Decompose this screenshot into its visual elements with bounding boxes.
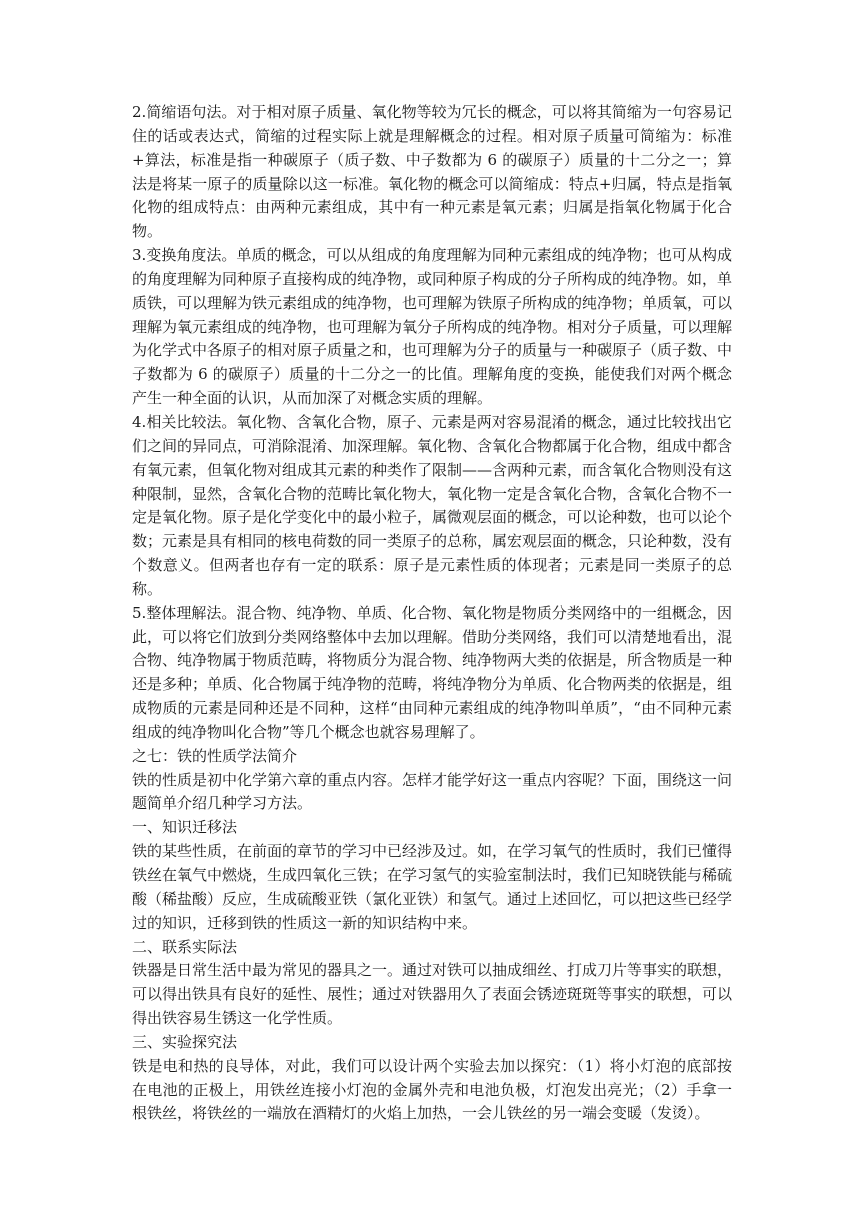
document-body (132, 101, 732, 1126)
paragraph-change-perspective-method: 3.变换角度法。单质的概念，可以从组成的角度理解为同种元素组成的纯净物；也可从构成的角度理解为同种原子直接构成的纯净物，或同种原子构成的分子所构成的纯净物。如，单质铁，可以理解为铁元素组成的纯净物，也可理解为铁原子所构成的纯净物；单质氧，可以理解为氧元素组成的纯净物，也可理解为氧分子所构成的纯净物。相对分子质量，可以理解为化学式中各原子的相对原子质量之和，也可理解为分子的质量与一种碳原子（质子数、中子数都为 6 的碳原子）质量的十二分之一的比值。理解角度的变换，能使我们对两个概念产生一种全面的认识，从而加深了对概念实质的理解。 (132, 246, 733, 408)
subheading-knowledge-transfer: 一、知识迁移法 (132, 818, 238, 837)
paragraph-practical-connection: 铁器是日常生活中最为常见的器具之一。通过对铁可以抽成细丝、打成刀片等事实的联想，可以得出铁具有良好的延性、展性；通过对铁器用久了表面会锈迹斑斑等事实的联想，可以得出铁容易生锈这一化学性质。 (132, 961, 733, 1028)
section-heading-iron-properties: 之七：铁的性质学法简介 (132, 746, 298, 765)
paragraph-experimental-inquiry: 铁是电和热的良导体，对此，我们可以设计两个实验去加以探究：（1）将小灯泡的底部按在电池的正极上，用铁丝连接小灯泡的金属外壳和电池负极，灯泡发出亮光；（2）手拿一根铁丝，将铁丝的一端放在酒精灯的火焰上加热，一会儿铁丝的另一端会变暖（发烫）。 (132, 1056, 732, 1123)
paragraph-abbreviation-method: 2.简缩语句法。对于相对原子质量、氧化物等较为冗长的概念，可以将其简缩为一句容易记住的话或表达式，简缩的过程实际上就是理解概念的过程。相对原子质量可简缩为：标准+算法，标准是指一种碳原子（质子数、中子数都为 6 的碳原子）质量的十二分之一；算法是将某一原子的质量除以这一标准。氧化物的概念可以简缩成：特点+归属，特点是指氧化物的组成特点：由两种元素组成，其中有一种元素是氧元素；归属是指氧化物属于化合物。 (132, 103, 732, 241)
paragraph-comparison-method: 4.相关比较法。氧化物、含氧化合物，原子、元素是两对容易混淆的概念，通过比较找出它们之间的异同点，可消除混淆、加深理解。氧化物、含氧化合物都属于化合物，组成中都含有氧元素，但氧化物对组成其元素的种类作了限制——含两种元素，而含氧化合物则没有这种限制，显然，含氧化合物的范畴比氧化物大，氧化物一定是含氧化合物，含氧化合物不一定是氧化物。原子是化学变化中的最小粒子，属微观层面的概念，可以论种数，也可以论个数；元素是具有相同的核电荷数的同一类原子的总称，属宏观层面的概念，只论种数，没有个数意义。但两者也存有一定的联系：原子是元素性质的体现者；元素是同一类原子的总称。 (132, 412, 733, 598)
paragraph-knowledge-transfer: 铁的某些性质，在前面的章节的学习中已经涉及过。如，在学习氧气的性质时，我们已懂得铁丝在氧气中燃烧，生成四氧化三铁；在学习氢气的实验室制法时，我们已知晓铁能与稀硫酸（稀盐酸）反应，生成硫酸亚铁（氯化亚铁）和氢气。通过上述回忆，可以把这些已经学过的知识，迁移到铁的性质这一新的知识结构中来。 (132, 842, 733, 932)
paragraph-holistic-method: 5.整体理解法。混合物、纯净物、单质、化合物、氧化物是物质分类网络中的一组概念，因此，可以将它们放到分类网络整体中去加以理解。借助分类网络，我们可以清楚地看出，混合物、纯净物属于物质范畴，将物质分为混合物、纯净物两大类的依据是，所含物质是一种还是多种；单质、化合物属于纯净物的范畴，将纯净物分为单质、化合物两类的依据是，组成物质的元素是同种还是不同种，这样“由同种元素组成的纯净物叫单质”，“由不同种元素组成的纯净物叫化合物”等几个概念也就容易理解了。 (132, 603, 733, 741)
paragraph-iron-intro: 铁的性质是初中化学第六章的重点内容。怎样才能学好这一重点内容呢？下面，围绕这一问题简单介绍几种学习方法。 (132, 770, 733, 813)
subheading-practical-connection: 二、联系实际法 (132, 937, 238, 956)
subheading-experimental-inquiry: 三、实验探究法 (132, 1032, 238, 1051)
